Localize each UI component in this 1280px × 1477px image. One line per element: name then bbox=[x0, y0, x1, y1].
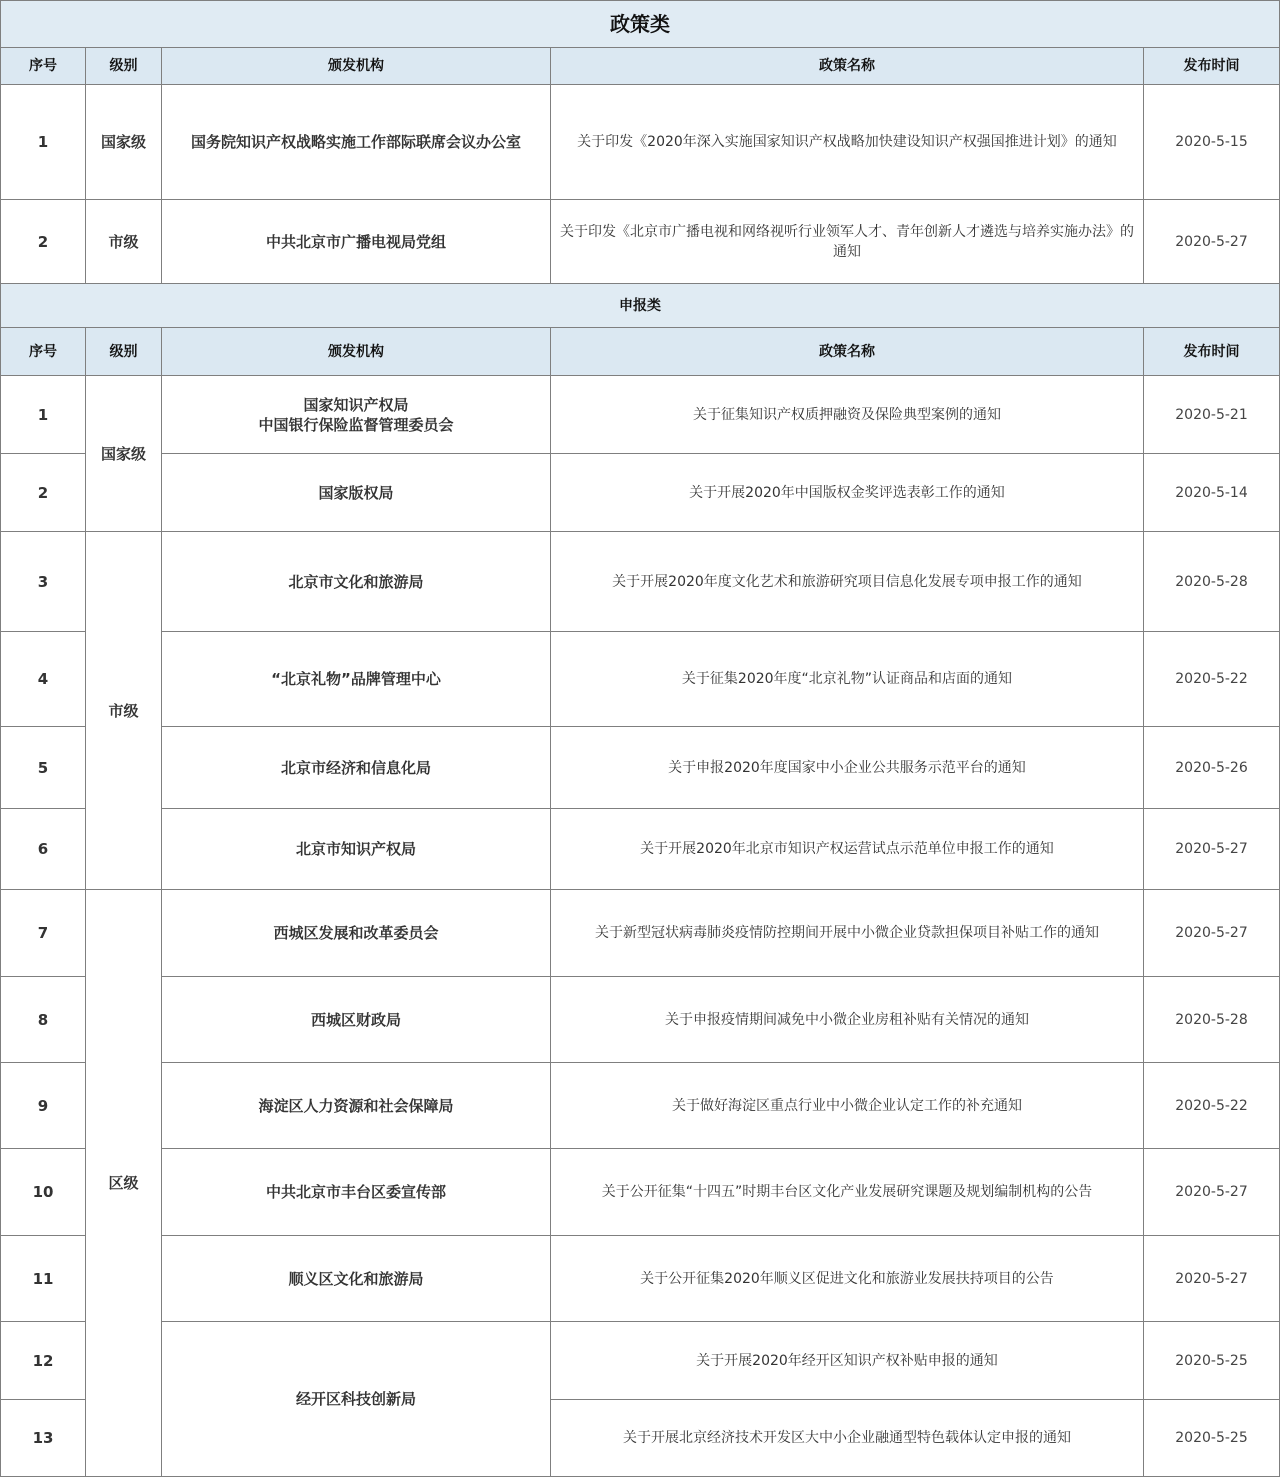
apply-row-org bbox=[162, 727, 551, 809]
apply-level-national bbox=[86, 376, 162, 532]
apply-row-no bbox=[0, 454, 86, 532]
apply-row-no bbox=[0, 1400, 86, 1477]
policy-row-org-text: 中共北京市广播电视局党组 bbox=[265, 232, 446, 251]
apply-row-name-text: 关于做好海淀区重点行业中小微企业认定工作的补充通知 bbox=[672, 1097, 1022, 1114]
apply-row-org bbox=[162, 1236, 551, 1322]
policy-row-no-text: 1 bbox=[37, 133, 49, 151]
apply-row-no-text: 3 bbox=[37, 572, 49, 591]
apply-row-name bbox=[551, 1400, 1144, 1477]
policy-row-name bbox=[551, 85, 1144, 200]
policy-row-org bbox=[162, 200, 551, 284]
apply-row-name bbox=[551, 1149, 1144, 1236]
apply-row-no bbox=[0, 890, 86, 977]
apply-row-no bbox=[0, 632, 86, 727]
apply-row-no-text: 4 bbox=[37, 670, 49, 688]
apply-level-national-text: 国家级 bbox=[100, 444, 146, 463]
header-no-2 bbox=[0, 328, 86, 376]
apply-row-no bbox=[0, 977, 86, 1063]
apply-row-org-text: 中共北京市丰台区委宣传部 bbox=[265, 1183, 446, 1201]
apply-row-name bbox=[551, 977, 1144, 1063]
apply-row-name-text: 关于申报2020年度国家中小企业公共服务示范平台的通知 bbox=[668, 759, 1026, 776]
apply-row-org bbox=[162, 632, 551, 727]
apply-row-date-text: 2020-5-22 bbox=[1175, 1097, 1248, 1114]
apply-row-date-text: 2020-5-27 bbox=[1175, 841, 1248, 857]
policy-row-level bbox=[86, 200, 162, 284]
policy-row-date-text: 2020-5-15 bbox=[1175, 134, 1248, 150]
apply-row-no-text: 1 bbox=[37, 405, 49, 424]
apply-section-title-text: 申报类 bbox=[619, 297, 661, 314]
apply-row-org bbox=[162, 1149, 551, 1236]
header-level-2 bbox=[86, 328, 162, 376]
apply-level-district bbox=[86, 890, 162, 1477]
apply-row-org-text: “北京礼物”品牌管理中心 bbox=[271, 670, 441, 688]
header-date-2 bbox=[1144, 328, 1280, 376]
apply-row-date bbox=[1144, 632, 1280, 727]
apply-row-no bbox=[0, 727, 86, 809]
policy-row-name-text: 关于印发《2020年深入实施国家知识产权战略加快建设知识产权强国推进计划》的通知 bbox=[577, 134, 1117, 150]
apply-row-name-text: 关于征集知识产权质押融资及保险典型案例的通知 bbox=[693, 406, 1001, 423]
apply-row-no bbox=[0, 1063, 86, 1149]
apply-row-name-text: 关于公开征集2020年顺义区促进文化和旅游业发展扶持项目的公告 bbox=[640, 1270, 1054, 1287]
apply-row-date bbox=[1144, 1322, 1280, 1400]
apply-row-no bbox=[0, 1149, 86, 1236]
apply-row-no-text: 6 bbox=[37, 840, 49, 858]
header-no-text: 序号 bbox=[29, 58, 57, 74]
apply-row-name bbox=[551, 890, 1144, 977]
apply-row-date-text: 2020-5-28 bbox=[1175, 573, 1248, 590]
apply-row-org-text: 国家知识产权局 中国银行保险监督管理委员会 bbox=[258, 395, 454, 434]
apply-row-date-text: 2020-5-28 bbox=[1175, 1011, 1248, 1028]
apply-row-org-text: 西城区发展和改革委员会 bbox=[273, 924, 439, 942]
header-date-2-text: 发布时间 bbox=[1183, 343, 1240, 360]
apply-row-org-text: 经开区科技创新局 bbox=[295, 1390, 416, 1408]
header-name-2 bbox=[551, 328, 1144, 376]
policy-section-title bbox=[0, 0, 1280, 48]
apply-row-date bbox=[1144, 532, 1280, 632]
apply-level-city-text: 市级 bbox=[108, 701, 139, 720]
apply-row-name-text: 关于开展2020年中国版权金奖评选表彰工作的通知 bbox=[689, 484, 1005, 501]
header-name-2-text: 政策名称 bbox=[819, 343, 875, 360]
apply-row-org bbox=[162, 890, 551, 977]
apply-row-no-text: 7 bbox=[37, 924, 49, 942]
apply-row-date-text: 2020-5-27 bbox=[1175, 925, 1248, 941]
apply-row-org-text: 国家版权局 bbox=[318, 483, 394, 502]
header-date-text: 发布时间 bbox=[1183, 58, 1240, 74]
policy-row-org bbox=[162, 85, 551, 200]
apply-row-date bbox=[1144, 1236, 1280, 1322]
apply-row-date-text: 2020-5-25 bbox=[1175, 1352, 1248, 1369]
apply-row-name bbox=[551, 809, 1144, 890]
apply-row-name-text: 关于新型冠状病毒肺炎疫情防控期间开展中小微企业贷款担保项目补贴工作的通知 bbox=[595, 925, 1099, 941]
apply-row-date-text: 2020-5-25 bbox=[1175, 1430, 1248, 1446]
apply-row-no-text: 13 bbox=[32, 1429, 54, 1447]
header-name-text: 政策名称 bbox=[819, 58, 875, 74]
apply-row-no-text: 12 bbox=[32, 1351, 54, 1370]
apply-row-no-text: 10 bbox=[32, 1183, 54, 1201]
apply-row-org bbox=[162, 809, 551, 890]
apply-level-city bbox=[86, 532, 162, 890]
apply-row-org-text: 西城区财政局 bbox=[310, 1010, 401, 1029]
apply-row-name bbox=[551, 1063, 1144, 1149]
header-no-2-text: 序号 bbox=[29, 343, 57, 360]
apply-row-name bbox=[551, 376, 1144, 454]
policy-row-date bbox=[1144, 200, 1280, 284]
apply-row-date bbox=[1144, 1400, 1280, 1477]
header-no bbox=[0, 48, 86, 85]
apply-row-name bbox=[551, 1236, 1144, 1322]
apply-row-org-text: 北京市文化和旅游局 bbox=[288, 572, 424, 591]
apply-row-no bbox=[0, 1322, 86, 1400]
apply-row-no bbox=[0, 1236, 86, 1322]
apply-row-name bbox=[551, 454, 1144, 532]
apply-row-no bbox=[0, 532, 86, 632]
apply-row-name bbox=[551, 1322, 1144, 1400]
apply-row-org bbox=[162, 1063, 551, 1149]
apply-section-title bbox=[0, 284, 1280, 328]
policy-row-level bbox=[86, 85, 162, 200]
header-level-text: 级别 bbox=[109, 58, 138, 74]
apply-row-org-text: 顺义区文化和旅游局 bbox=[288, 1269, 424, 1288]
policy-row-date bbox=[1144, 85, 1280, 200]
policy-row-level-text: 国家级 bbox=[100, 133, 146, 151]
header-level bbox=[86, 48, 162, 85]
apply-row-name-text: 关于申报疫情期间减免中小微企业房租补贴有关情况的通知 bbox=[665, 1011, 1029, 1028]
apply-row-date bbox=[1144, 727, 1280, 809]
apply-row-org bbox=[162, 977, 551, 1063]
apply-row-date bbox=[1144, 376, 1280, 454]
apply-row-name-text: 关于开展北京经济技术开发区大中小企业融通型特色载体认定申报的通知 bbox=[623, 1430, 1071, 1446]
apply-row-name-text: 关于开展2020年北京市知识产权运营试点示范单位申报工作的通知 bbox=[640, 841, 1054, 857]
header-org-text: 颁发机构 bbox=[328, 58, 384, 74]
policy-row-name bbox=[551, 200, 1144, 284]
header-org-2-text: 颁发机构 bbox=[328, 343, 384, 360]
policy-row-date-text: 2020-5-27 bbox=[1175, 233, 1248, 250]
apply-row-org bbox=[162, 376, 551, 454]
apply-row-date bbox=[1144, 1063, 1280, 1149]
apply-row-name-text: 关于征集2020年度“北京礼物”认证商品和店面的通知 bbox=[681, 671, 1013, 687]
apply-row-date bbox=[1144, 809, 1280, 890]
apply-row-no-text: 11 bbox=[32, 1269, 54, 1288]
apply-row-org-text: 北京市经济和信息化局 bbox=[280, 758, 431, 777]
header-org-2 bbox=[162, 328, 551, 376]
apply-row-name bbox=[551, 532, 1144, 632]
policy-row-no bbox=[0, 85, 86, 200]
apply-row-date-text: 2020-5-26 bbox=[1175, 759, 1248, 776]
apply-level-district-text: 区级 bbox=[108, 1174, 139, 1192]
apply-row-date bbox=[1144, 454, 1280, 532]
apply-row-no-text: 2 bbox=[37, 483, 49, 502]
header-name bbox=[551, 48, 1144, 85]
policy-row-org-text: 国务院知识产权战略实施工作部际联席会议办公室 bbox=[190, 133, 521, 151]
apply-row-date-text: 2020-5-27 bbox=[1175, 1184, 1248, 1200]
apply-row-name bbox=[551, 632, 1144, 727]
apply-row-date-text: 2020-5-22 bbox=[1175, 671, 1248, 687]
apply-row-org bbox=[162, 454, 551, 532]
apply-row-no bbox=[0, 376, 86, 454]
apply-row-date-text: 2020-5-14 bbox=[1175, 484, 1248, 501]
apply-row-no-text: 9 bbox=[37, 1096, 49, 1115]
apply-row-org-text: 海淀区人力资源和社会保障局 bbox=[258, 1096, 454, 1115]
apply-row-no bbox=[0, 809, 86, 890]
apply-row-date-text: 2020-5-21 bbox=[1175, 406, 1248, 423]
apply-row-date bbox=[1144, 977, 1280, 1063]
apply-row-date bbox=[1144, 890, 1280, 977]
apply-row-org bbox=[162, 532, 551, 632]
apply-row-name bbox=[551, 727, 1144, 809]
policy-row-level-text: 市级 bbox=[108, 232, 139, 251]
apply-row-date bbox=[1144, 1149, 1280, 1236]
apply-row-org bbox=[162, 1322, 551, 1477]
apply-row-no-text: 5 bbox=[37, 758, 49, 777]
policy-row-no-text: 2 bbox=[37, 232, 49, 251]
policy-row-name-text: 关于印发《北京市广播电视和网络视听行业领军人才、青年创新人才遴选与培养实施办法》的通知 bbox=[560, 223, 1134, 260]
apply-row-name-text: 关于开展2020年经开区知识产权补贴申报的通知 bbox=[696, 1352, 998, 1369]
apply-row-name-text: 关于开展2020年度文化艺术和旅游研究项目信息化发展专项申报工作的通知 bbox=[612, 573, 1082, 590]
apply-row-org-text: 北京市知识产权局 bbox=[295, 840, 416, 858]
policy-section-title-text: 政策类 bbox=[610, 12, 670, 36]
policy-row-no bbox=[0, 200, 86, 284]
apply-row-no-text: 8 bbox=[37, 1010, 49, 1029]
header-org bbox=[162, 48, 551, 85]
apply-row-date-text: 2020-5-27 bbox=[1175, 1270, 1248, 1287]
apply-row-name-text: 关于公开征集“十四五”时期丰台区文化产业发展研究课题及规划编制机构的公告 bbox=[601, 1184, 1093, 1200]
header-date bbox=[1144, 48, 1280, 85]
header-level-2-text: 级别 bbox=[109, 343, 138, 360]
